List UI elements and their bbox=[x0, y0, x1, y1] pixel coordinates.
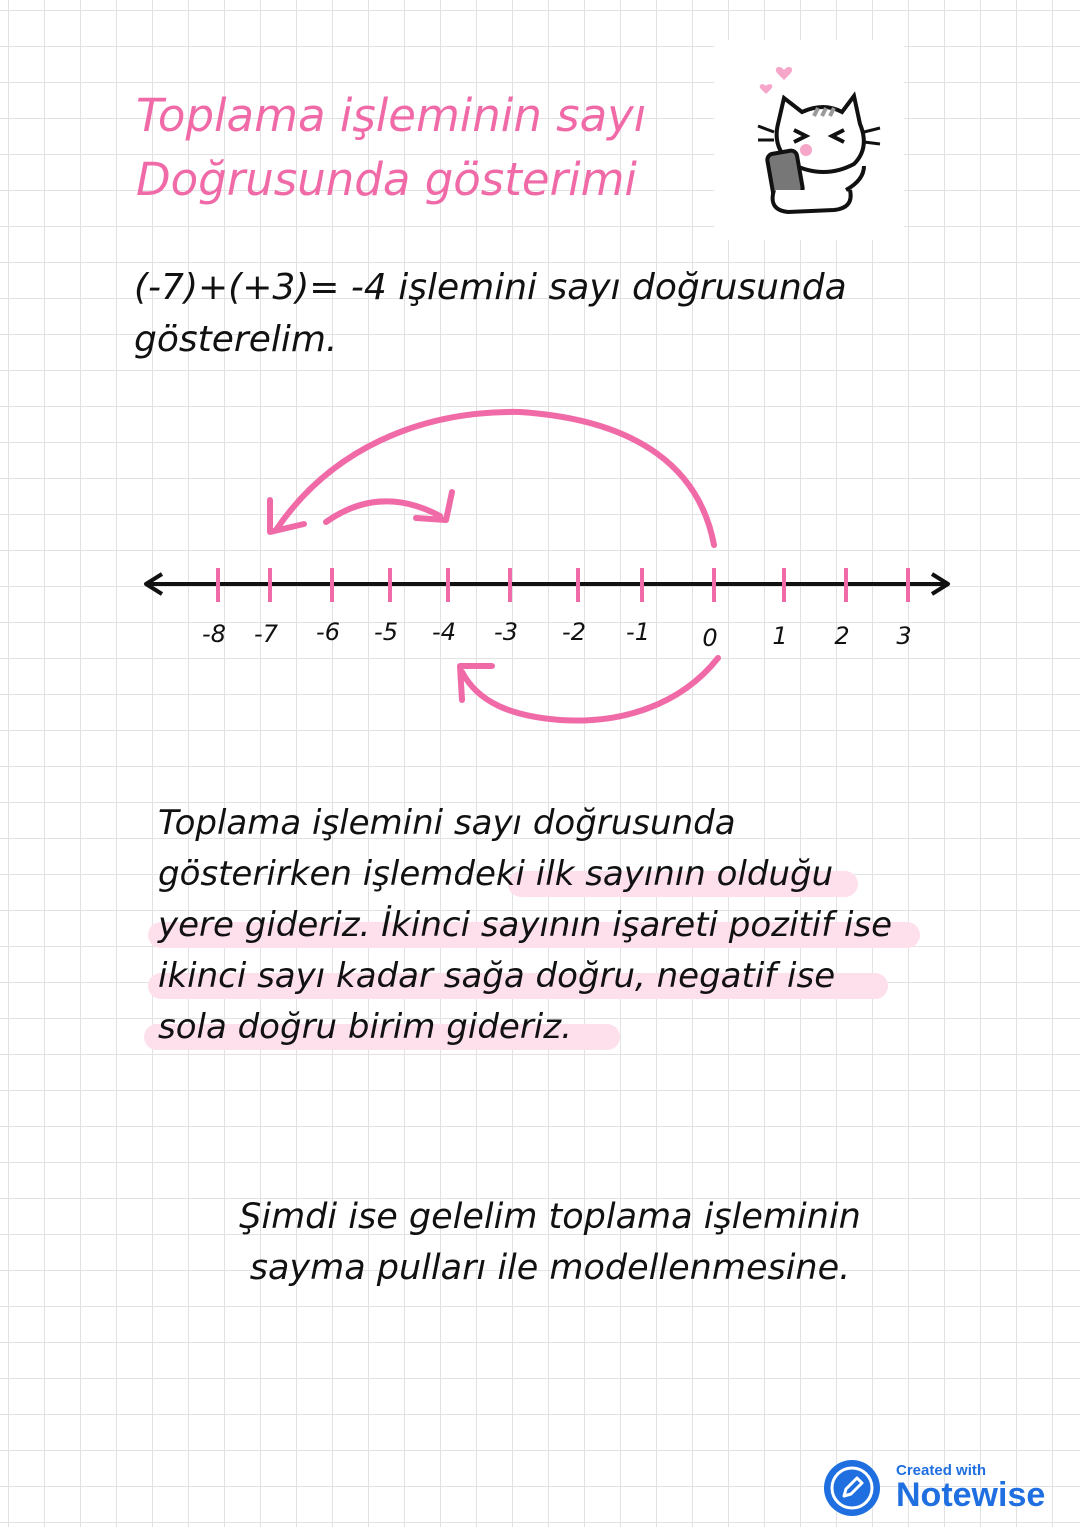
page-title bbox=[136, 84, 716, 212]
tick-label: -2 bbox=[562, 618, 586, 646]
tick-label: -4 bbox=[432, 618, 456, 646]
explanation-line: gösterirken işlemdeki ilk sayının olduğu bbox=[148, 849, 948, 900]
tick-label: 2 bbox=[834, 622, 850, 650]
explanation-paragraph bbox=[148, 798, 948, 1053]
equation-line-1: (-7)+(+3)= -4 işlemini sayı doğrusunda bbox=[134, 267, 847, 308]
tick-label: 0 bbox=[702, 624, 718, 652]
tick-label: -1 bbox=[626, 618, 650, 646]
tick-label: 3 bbox=[896, 622, 912, 650]
explanation-line: yere gideriz. İkinci sayının işareti pozitif ise bbox=[148, 900, 948, 951]
tick-label: -5 bbox=[374, 618, 398, 646]
tick-label: -3 bbox=[494, 618, 518, 646]
explanation-line: Toplama işlemini sayı doğrusunda bbox=[158, 803, 736, 843]
pencil-icon bbox=[824, 1460, 880, 1516]
outro-line-2: sayma pulları ile modellenmesine. bbox=[249, 1248, 851, 1288]
explanation-line: sola doğru birim gideriz. bbox=[148, 1002, 948, 1053]
jump-arrow-zero-to-minus-seven bbox=[276, 412, 714, 545]
jump-arrow-zero-to-minus-four bbox=[462, 658, 718, 721]
badge-small-text: Created with bbox=[896, 1462, 987, 1479]
number-line-diagram bbox=[0, 380, 1080, 740]
tick-label: -8 bbox=[202, 620, 226, 648]
tick-label: 1 bbox=[772, 622, 788, 650]
title-line-2: Doğrusunda gösterimi bbox=[136, 153, 637, 206]
title-line-1: Toplama işleminin sayı bbox=[136, 89, 647, 142]
cat-sticker bbox=[714, 40, 904, 240]
explanation-line: ikinci sayı kadar sağa doğru, negatif ise bbox=[148, 951, 948, 1002]
outro-text bbox=[160, 1192, 940, 1294]
notewise-badge[interactable] bbox=[824, 1458, 1074, 1522]
outro-line-1: Şimdi ise gelelim toplama işleminin bbox=[239, 1197, 861, 1237]
equation-line-2: gösterelim. bbox=[134, 319, 338, 360]
equation-text bbox=[134, 262, 894, 366]
tick-labels bbox=[202, 618, 912, 652]
notewise-logo bbox=[824, 1460, 880, 1516]
badge-brand-text: Notewise bbox=[896, 1476, 1046, 1514]
tick-label: -6 bbox=[316, 618, 340, 646]
cat-with-phone-sticker-icon bbox=[714, 40, 904, 240]
tick-label: -7 bbox=[254, 620, 278, 648]
